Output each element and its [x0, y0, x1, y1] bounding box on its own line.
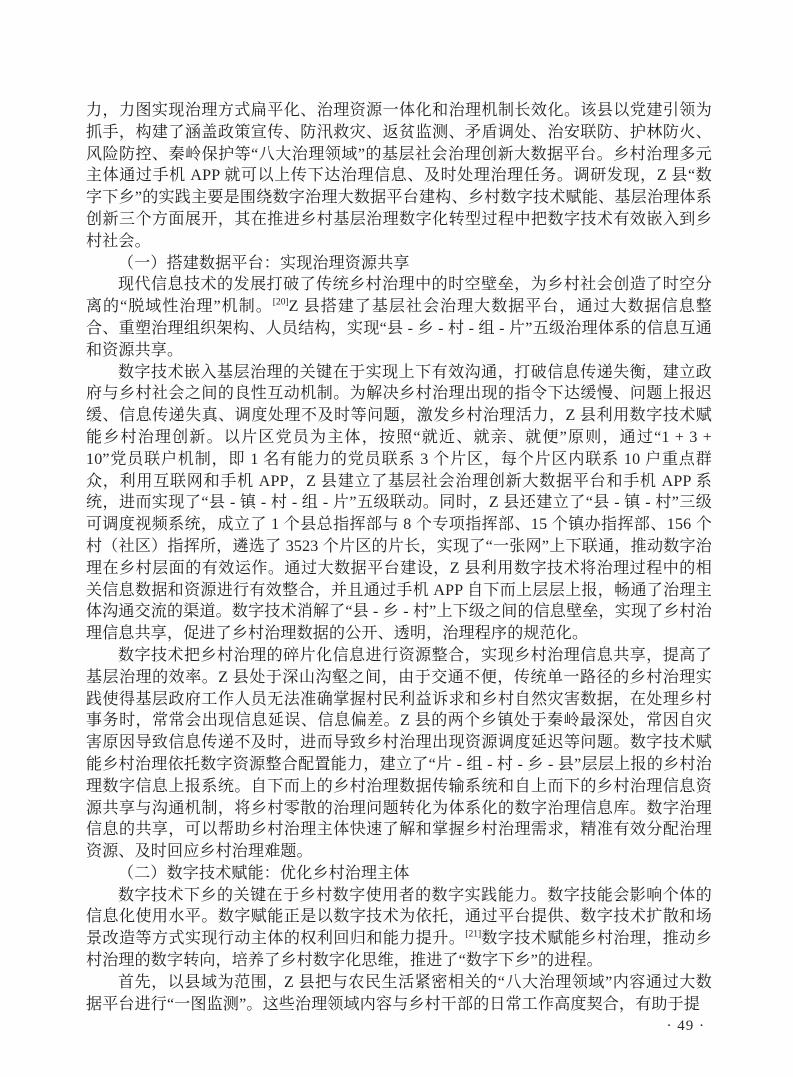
paragraph-data-platform-text-before: 现代信息技术的发展打破了传统乡村治理中的时空壁垒，为乡村社会创造了时空分离的“脱域性治理”机制。 — [86, 276, 712, 316]
paragraph-information-integration: 数字技术把乡村治理的碎片化信息进行资源整合，实现乡村治理信息共享，提高了基层治理的效率。Z 县处于深山沟壑之间，由于交通不便，传统单一路径的乡村治理实践使得基层政府工作人员无法准确掌握村民利益诉求和乡村自然灾害数据，在处理乡村事务时，常常会出现信息延误、信息偏差。Z 县的两个乡镇处于秦岭最深处，常因自灾害原因导致信息传递不及时，进而导致乡村治理出现资源调度延迟等问题。数字技术赋能乡村治理依托数字资源整合配置能力，建立了“片 - 组 - 村 - 乡 - 县”层层上报的乡村治理数字信息上报系统。自下而上的乡村治理数据传输系统和自上而下的乡村治理信息资源共享与沟通机制，将乡村零散的治理问题转化为体系化的数字治理信息库。数字治理信息的共享，可以帮助乡村治理主体快速了解和掌握乡村治理需求，精准有效分配治理资源、及时回应乡村治理难题。 — [86, 646, 712, 861]
paragraph-digital-empowerment-text-before: 数字技术下乡的关键在于乡村数字使用者的数字实践能力。数字技能会影响个体的信息化使用水平。数字赋能正是以数字技术为依托，通过平台提供、数字技术扩散和场景改造等方式实现行动主体的权利回归和能力提升。 — [86, 886, 712, 948]
page-text-block — [86, 100, 712, 1015]
paragraph-digital-empowerment — [86, 885, 712, 972]
footnote-ref-20: [20] — [272, 297, 289, 308]
paragraph-communication-mechanism: 数字技术嵌入基层治理的关键在于实现上下有效沟通，打破信息传递失衡，建立政府与乡村社会之间的良性互动机制。为解决乡村治理出现的指令下达缓慢、问题上报迟缓、信息传递失真、调度处理不及时等问题，激发乡村治理活力，Z 县利用数字技术赋能乡村治理创新。以片区党员为主体，按照“就近、就亲、就便”原则，通过“1 + 3 + 10”党员联户机制，即 1 名有能力的党员联系 3 个片区，每个片区内联系 10 户重点群众，利用互联网和手机 APP，Z 县建立了基层社会治理创新大数据平台和手机 APP 系统，进而实现了“县 - 镇 - 村 - 组 - 片”五级联动。同时，Z 县还建立了“县 - 镇 - 村”三级可调度视频系统，成立了 1 个县总指挥部与 8 个专项指挥部、15 个镇办指挥部、156 个村（社区）指挥所，遴选了 3523 个片区的片长，实现了“一张网”上下联通，推动数字治理在乡村层面的有效运作。通过大数据平台建设，Z 县利用数字技术将治理过程中的相关信息数据和资源进行有效整合，并且通过手机 APP 自下而上层层上报，畅通了治理主体沟通交流的渠道。数字技术消解了“县 - 乡 - 村”上下级之间的信息壁垒，实现了乡村治理信息共享，促进了乡村治理数据的公开、透明，治理程序的规范化。 — [86, 363, 712, 643]
section-heading-2: （二）数字技术赋能：优化乡村治理主体 — [118, 864, 410, 882]
footnote-ref-21: [21] — [465, 929, 482, 940]
page-number: · 49 · — [666, 1018, 705, 1034]
section-heading-1: （一）搭建数据平台：实现治理资源共享 — [118, 254, 410, 272]
paragraph-county-monitoring: 首先，以县域为范围，Z 县把与农民生活紧密相关的“八大治理领域”内容通过大数据平台进行“一图监测”。这些治理领域内容与乡村干部的日常工作高度契合，有助于提 — [86, 973, 712, 1013]
paragraph-digital-empowerment-text-after: 数字技术赋能乡村治理，推动乡村治理的数字转向，培养了乡村数字化思维，推进了“数字下乡”的进程。 — [86, 930, 712, 970]
paragraph-continuation: 力，力图实现治理方式扁平化、治理资源一体化和治理机制长效化。该县以党建引领为抓手，构建了涵盖政策宣传、防汛救灾、返贫监测、矛盾调处、治安联防、护林防火、风险防控、秦岭保护等“八大治理领域”的基层社会治理创新大数据平台。乡村治理多元主体通过手机 APP 就可以上传下达治理信息、及时处理治理任务。调研发现，Z 县“数字下乡”的实践主要是围绕数字治理大数据平台建构、乡村数字技术赋能、基层治理体系创新三个方面展开，其在推进乡村基层治理数字化转型过程中把数字技术有效嵌入到乡村社会。 — [86, 102, 712, 250]
paragraph-data-platform-text-after: Z 县搭建了基层社会治理大数据平台，通过大数据信息整合、重塑治理组织架构、人员结构，实现“县 - 乡 - 村 - 组 - 片”五级治理体系的信息互通和资源共享。 — [86, 298, 712, 359]
paragraph-data-platform — [86, 274, 712, 361]
